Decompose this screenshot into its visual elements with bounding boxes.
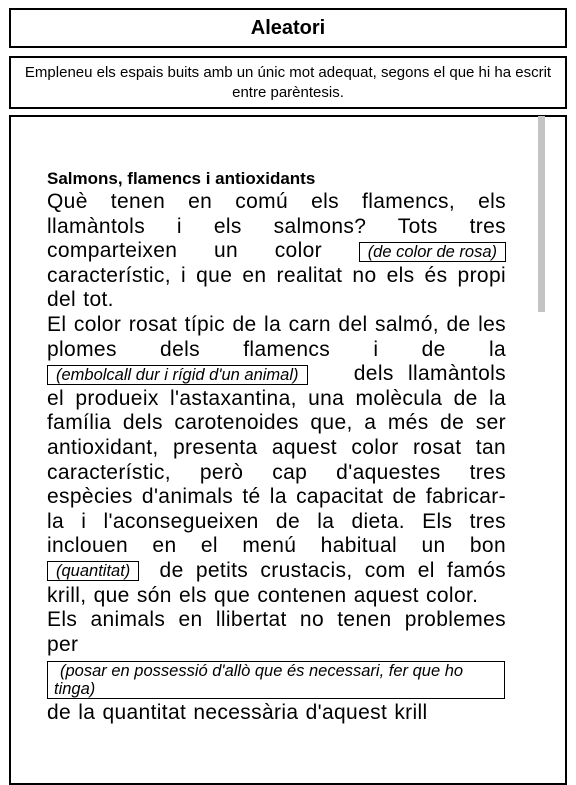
- scrollbar-thumb[interactable]: [538, 116, 545, 312]
- paragraph-1: [47, 190, 506, 313]
- gap-input-3[interactable]: (quantitat): [47, 561, 139, 581]
- text-segment: El color rosat típic de la carn del salmó, de les plomes dels flamencs i de la: [47, 312, 506, 361]
- instructions-box: [9, 56, 567, 109]
- article: [47, 168, 506, 726]
- article-title: Salmons, flamencs i antioxidants: [47, 169, 316, 188]
- paragraph-2: [47, 313, 506, 608]
- instructions-text: Empleneu els espais buits amb un únic mot adequat, segons el que hi ha escrit entre parèntesis.: [24, 63, 552, 101]
- page-title: Aleatori: [250, 16, 326, 39]
- text-segment: Els animals en llibertat no tenen problemes per: [47, 608, 506, 656]
- gap-input-2[interactable]: (embolcall dur i rígid d'un animal): [47, 365, 308, 385]
- text-segment: Què tenen en comú els flamencs, els llamàntols i els salmons? Tots tres comparteixen un color: [47, 190, 506, 263]
- paragraph-3: [47, 608, 506, 699]
- text-segment: característic, i que en realitat no els és propi del tot.: [47, 263, 506, 312]
- gap-input-4[interactable]: (posar en possessió d'allò que és necessari, fer que ho tinga): [47, 661, 505, 699]
- title-bar: [9, 8, 567, 48]
- text-segment: de petits crustacis, com el famós krill, que són els que contenen aquest color.: [47, 558, 506, 607]
- paragraph-3-continued: de la quantitat necessària d'aquest krill: [47, 701, 428, 725]
- text-segment: dels llamàntols el produeix l'astaxantina, una molècula de la família dels carotenoides que, a més de ser antioxidant, presenta aquest color rosat tan característic, però cap d'aquestes tres espècies d'animals té la capacitat de fabricar-la i l'aconsegueixen de la dieta. Els tres inclouen en el menú habitual un bon: [47, 362, 507, 558]
- gap-input-1[interactable]: (de color de rosa): [359, 242, 506, 262]
